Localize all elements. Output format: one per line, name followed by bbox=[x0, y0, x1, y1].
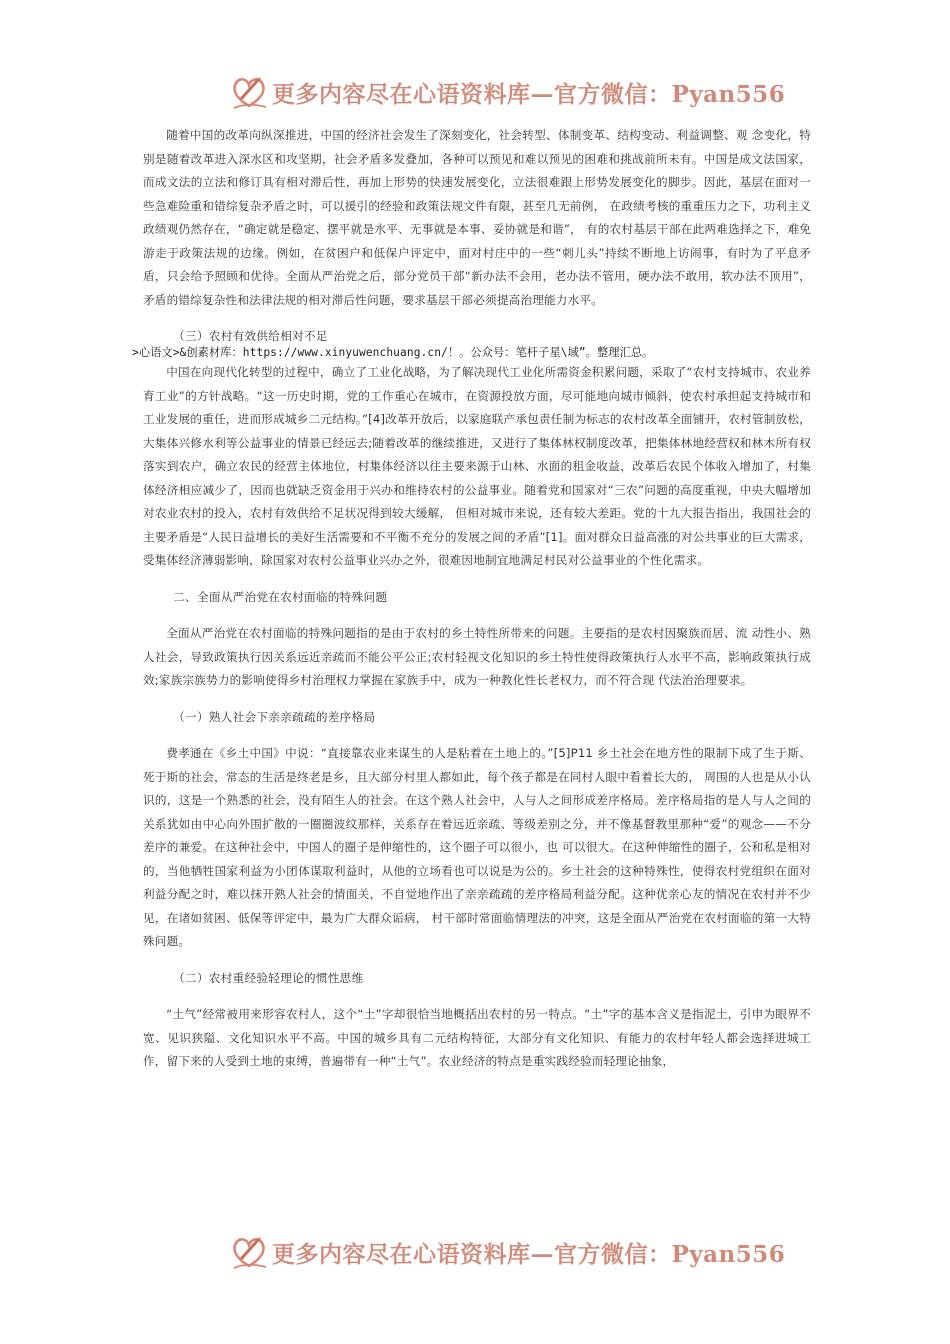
paragraph-4: 费孝通在《乡土中国》中说：“直接靠农业来谋生的人是粘着在土地上的。”[5]P11 乡土社会在地方性的限制下成了生于斯、死于斯的社会，常态的生活是终老是乡，且大部分村里人都如此，每个孩子都是在同村人眼中看着长大的， 周围的人也是从小认识的，这是一个熟悉的社会，没有陌生人的社会。在这个熟人社会中，人与人之间形成差序格局。差序格局指的是人与人之间的关系犹如由中心向外围扩散的一圈圈波纹那样，关系存在着远近亲疏、等级差别之分，并不像基督教里那种“爱”的观念——不分差序的兼爱。在这种社会中，中国人的圈子是伸缩性的，这个圈子可以很小，也 可以很大。在这种伸缩性的圈子，公和私是相对的，当他牺牲国家利益为小团体谋取利益时，从他的立场看也可以说是为公的。乡土社会的这种特殊性，使得农村党组织在面对利益分配之时，难以抹开熟人社会的情面关，不自觉地作出了亲亲疏疏的差序格局利益分配。这种优亲心友的情况在农村并不少见，在诸如贫困、低保等评定中，最为广大群众诟病， 村干部时常面临情理法的冲突，这是全面从严治党在农村面临的第一大特殊问题。 bbox=[143, 746, 811, 948]
footer-watermark bbox=[0, 1230, 950, 1274]
heart-pen-logo-icon bbox=[228, 72, 270, 112]
paragraph-2: 中国在向现代化转型的过程中，确立了工业化战略，为了解决现代工业化所需资金积累问题，采取了“农村支持城市、农业养育工业”的方针战略。“这一历史时期，党的工作重心在城市，在资源投放方面，尽可能地向城市倾斜，使农村承担起支持城市和工业发展的重任，进而形成城乡二元结构。”[4]改革开放后，以家庭联产承包责任制为标志的农村改革全面铺开，农村管制放松，大集体兴修水利等公益事业的情景已经远去;随着改革的继续推进，又进行了集体林权制度改革，把集体林地经营权和林木所有权落实到农户，确立农民的经营主体地位，村集体经济以往主要来源于山林、水面的租金收益，改革后农民个体收入增加了，村集体经济相应减少了，因而也就缺乏资金用于兴办和维持农村的公益事业。随着党和国家对“三农”问题的高度重视，中央大幅增加对农业农村的投入，农村有效供给不足状况得到较大缓解， 但相对城市来说，还有较大差距。党的十九大报告指出，我国社会的主要矛盾是“人民日益增长的美好生活需要和不平衡不充分的发展之间的矛盾”[1]。面对群众日益高涨的对公共事业的巨大需求，受集体经济薄弱影响，除国家对农村公益事业兴办之外，很难因地制宜地满足村民对公益事业的个性化需求。 bbox=[143, 365, 811, 567]
subsection-heading-1: （一）熟人社会下亲亲疏疏的差序格局 bbox=[173, 709, 376, 724]
source-note: >心语文>&创素材库：https://www.xinyuwenchuang.cn/！。公众号：笔杆子星\域”。整理汇总。 bbox=[132, 346, 654, 359]
watermark-text: 更多内容尽在心语资料库—官方微信：Pyan556 bbox=[272, 1240, 786, 1268]
watermark-text: 更多内容尽在心语资料库—官方微信：Pyan556 bbox=[272, 80, 786, 108]
section-heading-2: 二、全面从严治党在农村面临的特殊问题 bbox=[173, 589, 388, 604]
article-body bbox=[132, 124, 811, 1074]
header-watermark bbox=[0, 70, 950, 114]
paragraph-3: 全面从严治党在农村面临的特殊问题指的是由于农村的乡土特性所带来的问题。主要指的是农村因聚族而居、流 动性小、熟人社会，导致政策执行因关系远近亲疏而不能公平公正;农村轻视文化知识的乡土特性使得政策执行人水平不高，影响政策执行成效;家族宗族势力的影响使得乡村治理权力掌握在家族手中，成为一种教化性长老权力，而不符合现 代法治治理要求。 bbox=[143, 626, 811, 687]
paragraph-5: “土气”经常被用来形容农村人，这个“土”字却很恰当地概括出农村的另一特点。“土”字的基本含义是指泥土，引申为眼界不宽、见识狭隘、文化知识水平不高。中国的城乡具有二元结构特征，大部分有文化知识、有能力的农村年轻人都会选择进城工作，留下来的人受到土地的束缚，普遍带有一种“土气”。农业经济的特点是重实践经验而轻理论抽象， bbox=[143, 1007, 811, 1068]
paragraph-1: 随着中国的改革向纵深推进，中国的经济社会发生了深刻变化，社会转型、体制变革、结构变动、利益调整、观 念变化，特别是随着改革进入深水区和攻坚期，社会矛盾多发叠加，各种可以预见和难以预见的困难和挑战前所未有。中国是成文法国家，而成文法的立法和修订具有相对滞后性，再加上形势的快速发展变化，立法很难跟上形势发展变化的脚步。因此，基层在面对一些急难险重和错综复杂矛盾之时，可以援引的经验和政策法规文件有限，甚至几无前例， 在政绩考核的重重压力之下，功利主义政绩观仍然存在，“确定就是稳定、摆平就是水平、无事就是本事、妥协就是和谐”， 有的农村基层干部在此两难选择之下，难免游走于政策法规的边缘。例如，在贫困户和低保户评定中，面对村庄中的一些“刺儿头”持续不断地上访闹事，有时为了平息矛盾，只会给予照顾和优待。全面从严治党之后，部分党员干部“新办法不会用，老办法不管用，硬办法不敢用，软办法不顶用”，矛盾的错综复杂性和法律法规的相对滞后性问题，要求基层干部必须提高治理能力水平。 bbox=[143, 128, 811, 307]
section-heading-3: （三）农村有效供给相对不足 bbox=[173, 329, 328, 343]
subsection-heading-2: （二）农村重经验轻理论的惯性思维 bbox=[173, 970, 364, 985]
heart-pen-logo-icon bbox=[228, 1232, 270, 1272]
